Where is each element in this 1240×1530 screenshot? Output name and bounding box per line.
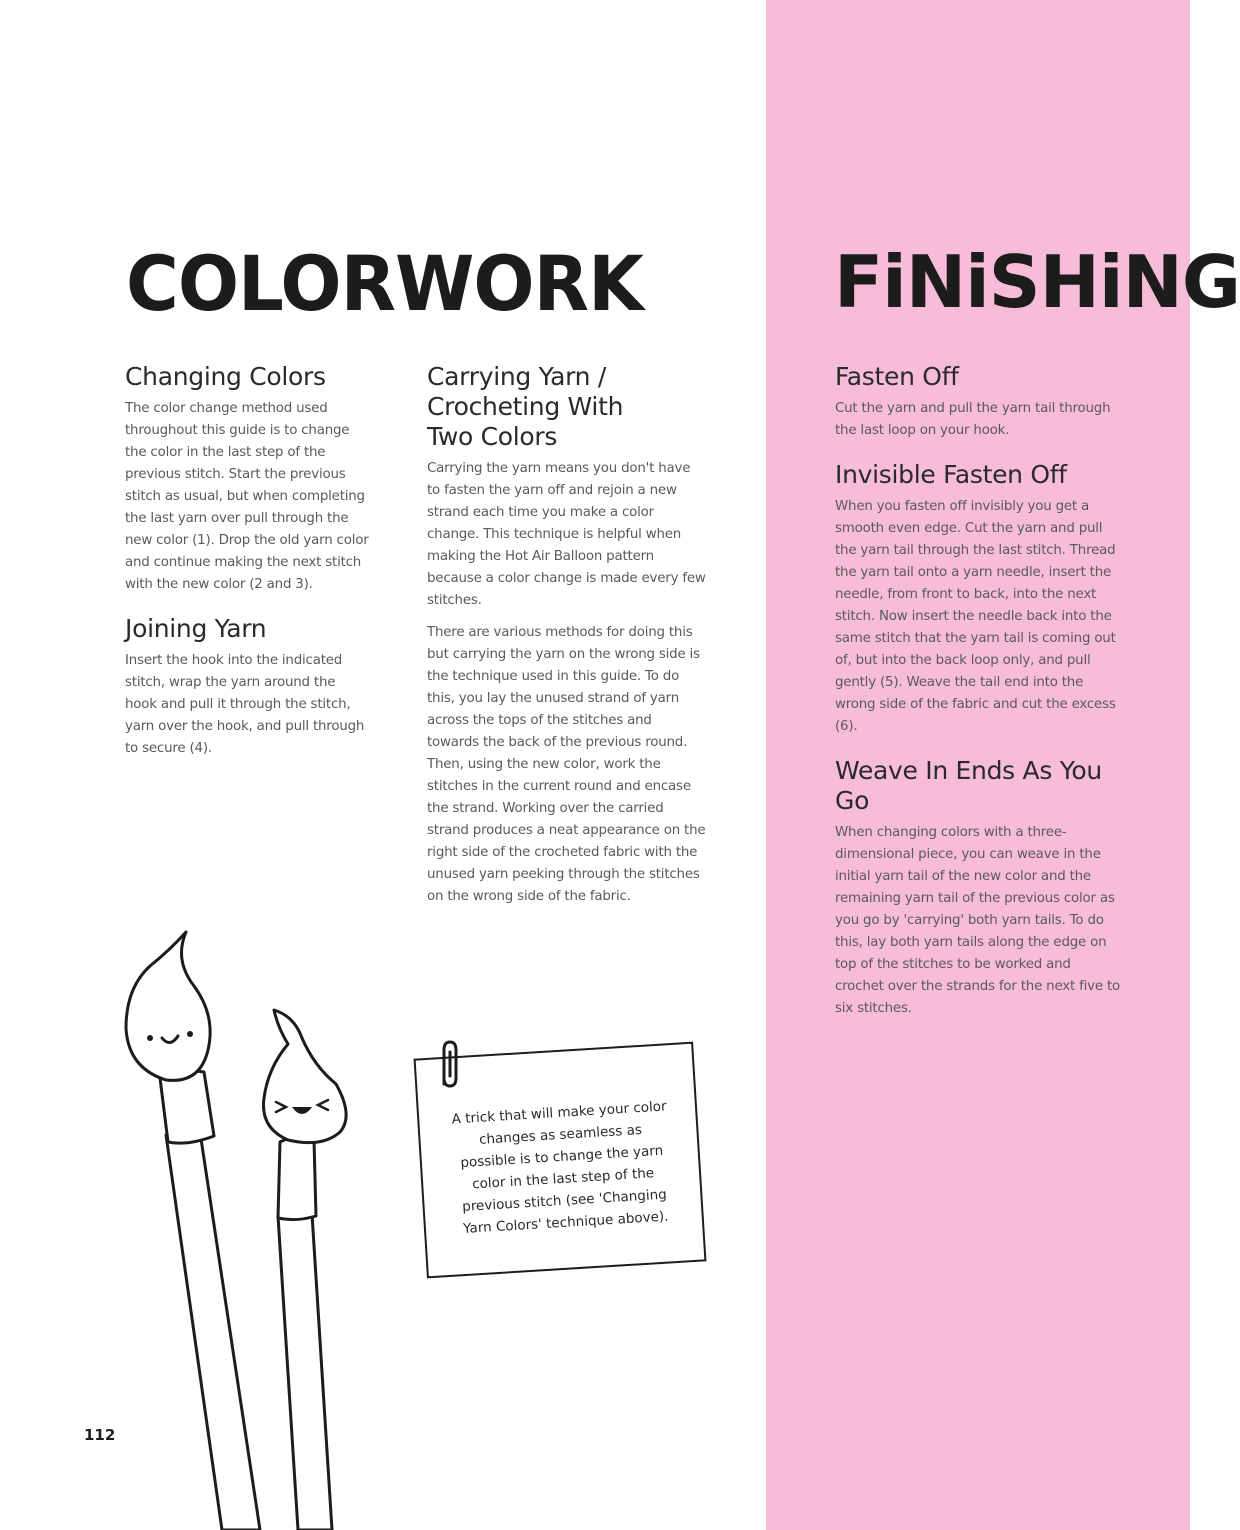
carrying-yarn-heading: Carrying Yarn / Crocheting With Two Colors (427, 362, 624, 451)
invisible-fasten-off-body: When you fasten off invisibly you get a smooth even edge. Cut the yarn and pull the yarn tail through the last stitch. Thread the yarn tail onto a yarn needle, insert the needle, from front to back, into the next stitch. Now insert the needle back into the same stitch that the yarn tail is coming out of, but into the back loop only, and pull gently (5). Weave the tail end into the wrong side of the fabric and cut the excess (6). (835, 499, 1116, 734)
colorwork-column-right (427, 362, 707, 926)
colorwork-title: COLORWORK (126, 239, 643, 328)
invisible-fasten-off-heading: Invisible Fasten Off (835, 460, 1067, 489)
weave-in-ends-section (835, 756, 1120, 1020)
paintbrush-characters-icon (110, 920, 370, 1530)
colorwork-column-left (125, 362, 370, 778)
weave-in-ends-heading: Weave In Ends As You Go (835, 756, 1102, 815)
paperclip-icon (432, 1038, 468, 1092)
carrying-yarn-body-2: There are various methods for doing this but carrying the yarn on the wrong side is the technique used in this guide. To do this, you lay the unused strand of yarn across the tops of the stitches and towards the back of the previous round. Then, using the new color, work the stitches in the current round and encase the strand. Working over the carried strand produces a neat appearance on the right side of the crocheted fabric with the unused yarn peeking through the stitches on the wrong side of the fabric. (427, 625, 706, 904)
tip-note-text: A trick that will make your color changes as seamless as possible is to change the yarn color in the last step of the previous stitch (see 'Changing Yarn Colors' technique above). (451, 1098, 669, 1238)
finishing-column (835, 362, 1120, 1038)
fasten-off-section (835, 362, 1120, 442)
joining-yarn-section (125, 614, 370, 760)
page-number: 112 (84, 1426, 116, 1444)
changing-colors-body: The color change method used throughout this guide is to change the color in the last step of the previous stitch. Start the previous stitch as usual, but when completing the last yarn over pull through the new color (1). Drop the old yarn color and continue making the next stitch with the new color (2 and 3). (125, 401, 369, 592)
joining-yarn-heading: Joining Yarn (125, 614, 267, 643)
carrying-yarn-section (427, 362, 707, 908)
fasten-off-body: Cut the yarn and pull the yarn tail through the last loop on your hook. (835, 401, 1111, 438)
finishing-title: FiNiSHiNG (834, 240, 1240, 324)
fasten-off-heading: Fasten Off (835, 362, 959, 391)
changing-colors-heading: Changing Colors (125, 362, 326, 391)
changing-colors-section (125, 362, 370, 596)
weave-in-ends-body: When changing colors with a three-dimensional piece, you can weave in the initial yarn tail of the new color and the remaining yarn tail of the previous color as you go by 'carrying' both yarn tails. To do this, lay both yarn tails along the edge on top of the stitches to be worked and crochet over the strands for the next five to six stitches. (835, 825, 1120, 1016)
invisible-fasten-off-section (835, 460, 1120, 738)
carrying-yarn-body-1: Carrying the yarn means you don't have to fasten the yarn off and rejoin a new strand each time you make a color change. This technique is helpful when making the Hot Air Balloon pattern because a color change is made every few stitches. (427, 461, 706, 608)
joining-yarn-body: Insert the hook into the indicated stitch, wrap the yarn around the hook and pull it through the stitch, yarn over the hook, and pull through to secure (4). (125, 653, 365, 756)
